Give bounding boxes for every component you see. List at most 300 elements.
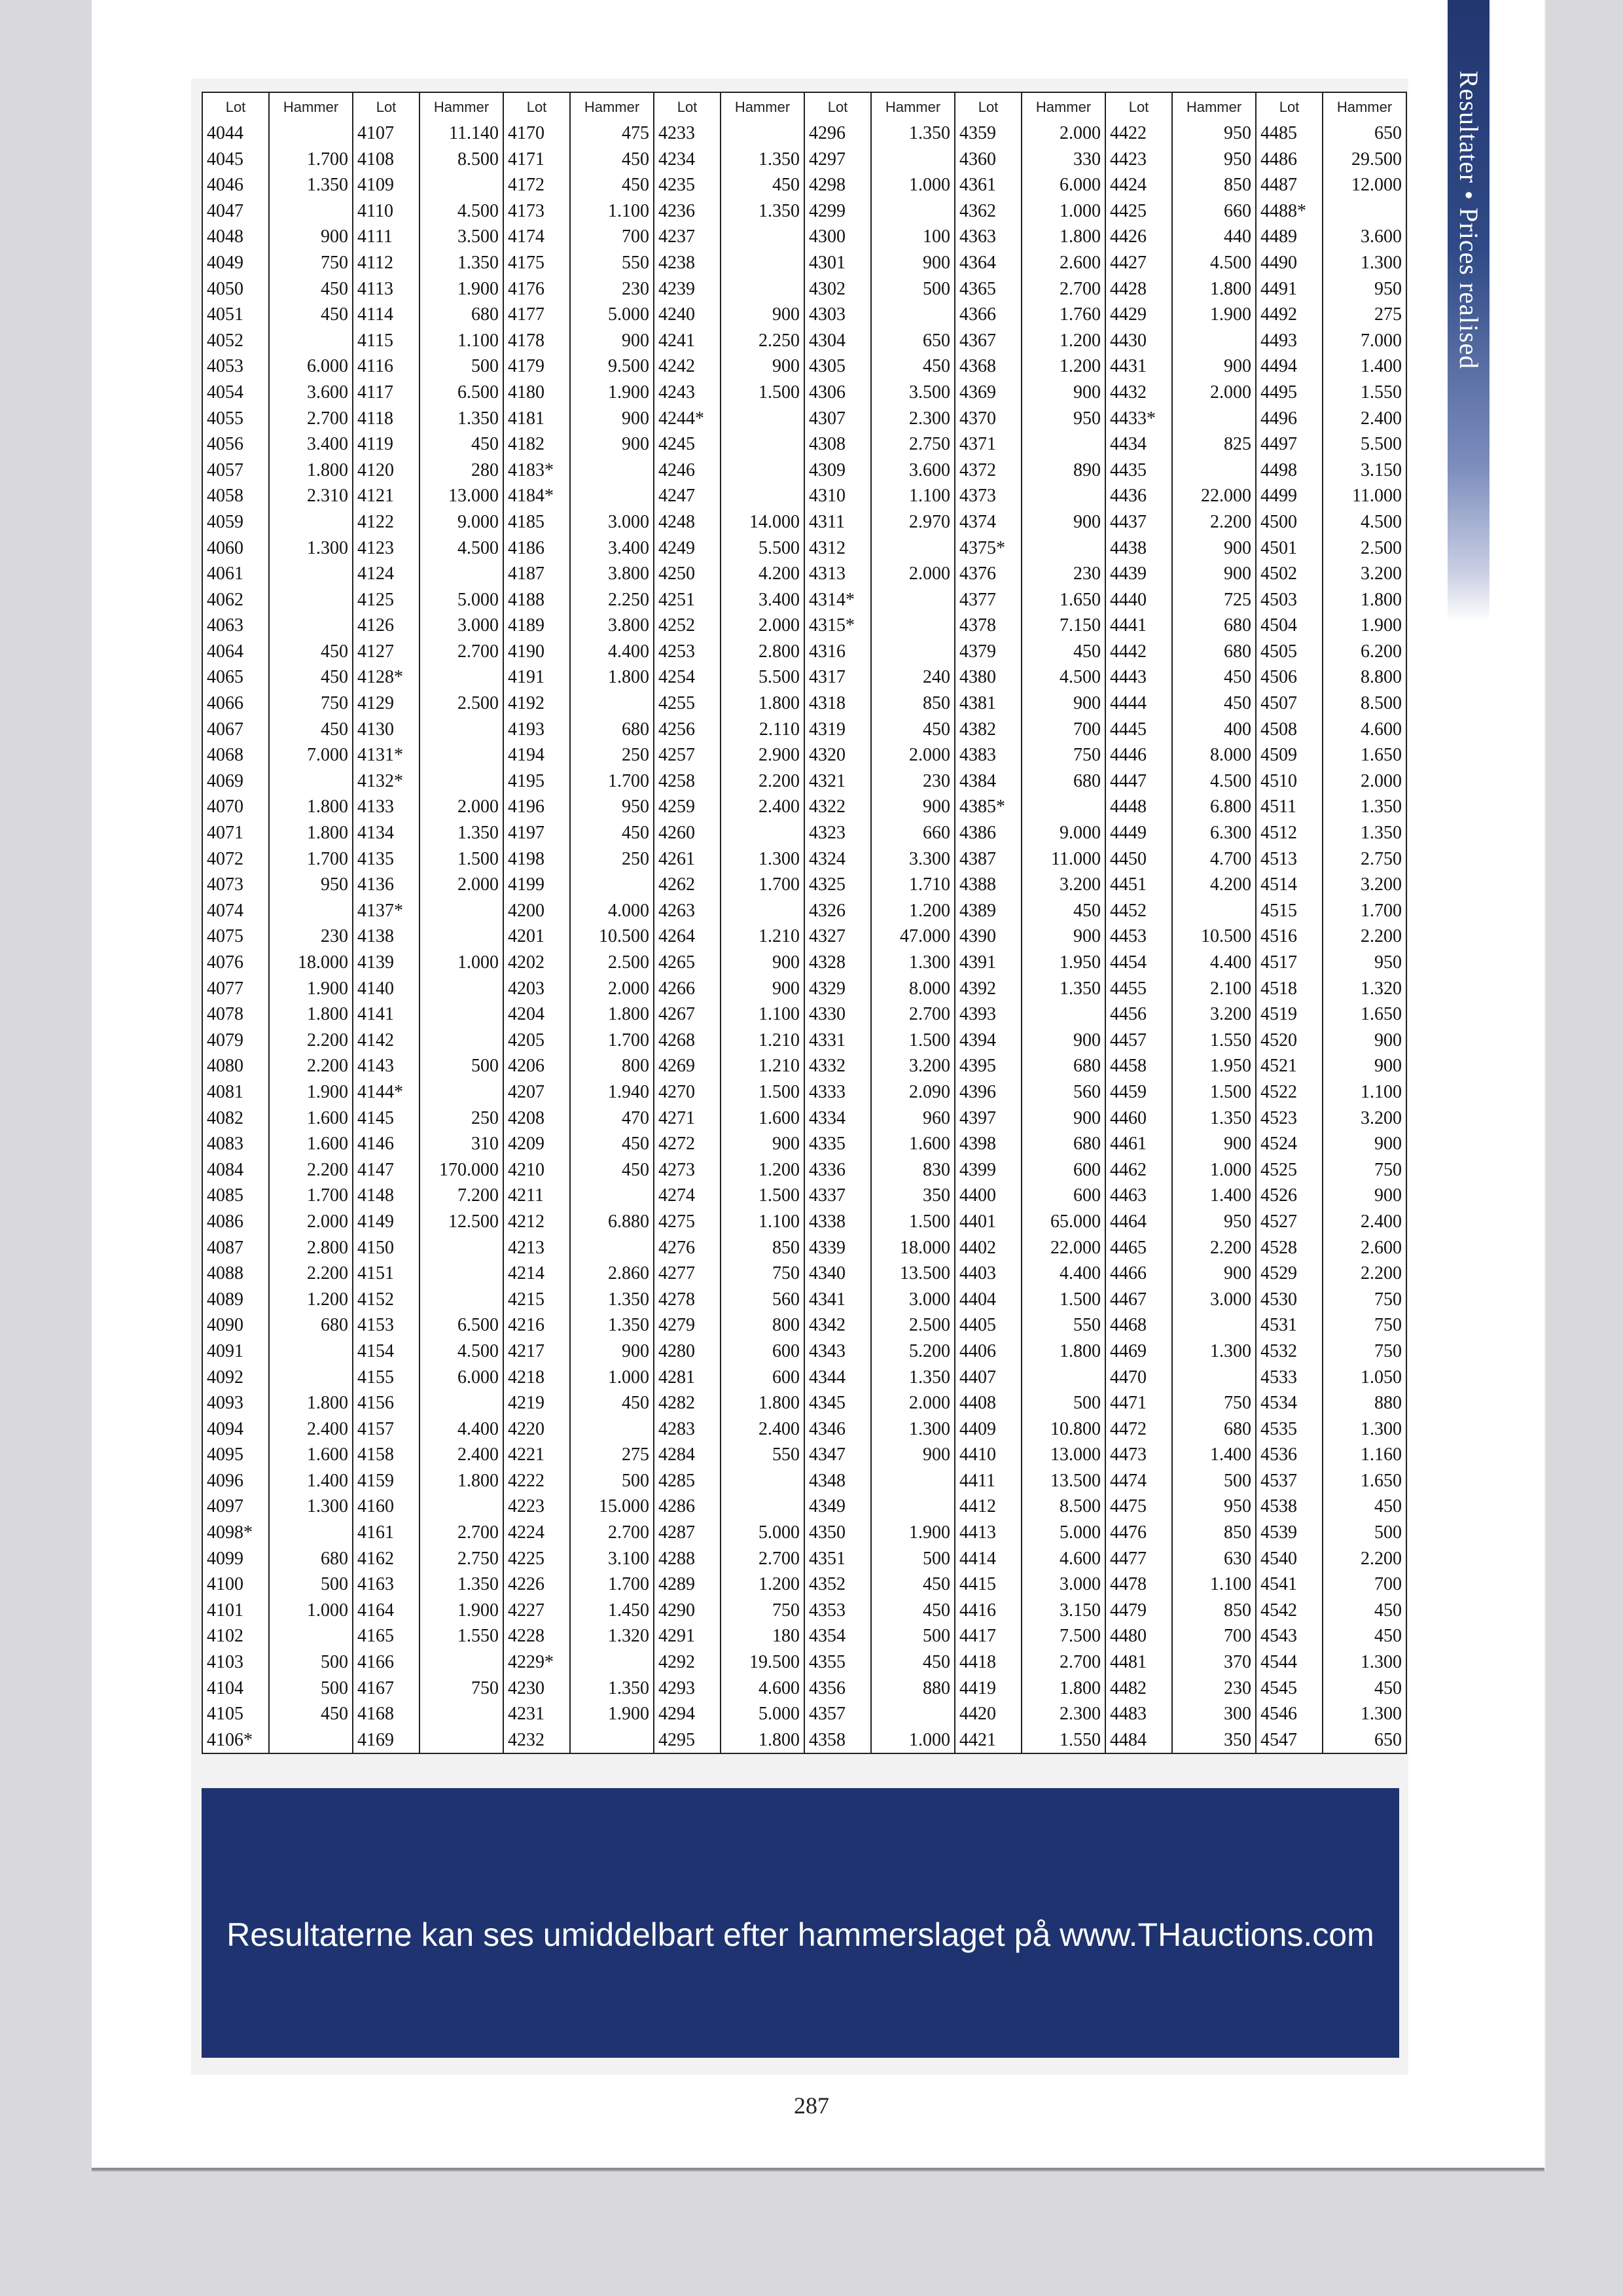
hammer-price: 450 (269, 639, 353, 665)
lot-number: 4059 (202, 509, 269, 535)
lot-number: 4453 (1105, 924, 1172, 950)
lot-number: 4064 (202, 639, 269, 665)
hammer-price: 440 (1172, 224, 1256, 250)
lot-number: 4346 (804, 1416, 871, 1443)
hammer-price (721, 406, 804, 432)
hammer-price: 2.000 (1022, 120, 1105, 147)
lot-number: 4477 (1105, 1546, 1172, 1572)
lot-number: 4506 (1256, 664, 1323, 691)
hammer-price: 13.500 (1022, 1468, 1105, 1494)
hammer-price: 5.500 (1323, 431, 1406, 457)
lot-number: 4365 (955, 276, 1022, 302)
lot-number: 4074 (202, 898, 269, 924)
hammer-price: 170.000 (419, 1157, 503, 1183)
lot-number: 4474 (1105, 1468, 1172, 1494)
hammer-price: 2.500 (1323, 535, 1406, 562)
lot-number: 4263 (654, 898, 721, 924)
hammer-price: 680 (269, 1312, 353, 1338)
hammer-price: 850 (1172, 1598, 1256, 1624)
lot-number: 4092 (202, 1365, 269, 1391)
lot-number: 4088 (202, 1261, 269, 1287)
hammer-price: 7.500 (1022, 1623, 1105, 1649)
lot-number: 4260 (654, 820, 721, 846)
lot-number: 4147 (353, 1157, 419, 1183)
hammer-price: 1.900 (269, 1079, 353, 1105)
hammer-price: 1.350 (871, 1365, 955, 1391)
hammer-price: 3.800 (570, 561, 654, 587)
header-lot: Lot (804, 92, 871, 120)
hammer-price: 1.350 (419, 1571, 503, 1598)
header-hammer: Hammer (1022, 92, 1105, 120)
hammer-price: 450 (871, 717, 955, 743)
hammer-price: 230 (1022, 561, 1105, 587)
table-row (202, 1079, 1406, 1105)
hammer-price: 475 (570, 120, 654, 147)
hammer-price: 11.140 (419, 120, 503, 147)
hammer-price: 2.000 (871, 1390, 955, 1416)
hammer-price: 680 (1172, 639, 1256, 665)
hammer-price: 1.300 (1323, 1416, 1406, 1443)
hammer-price: 2.200 (1323, 924, 1406, 950)
lot-number: 4490 (1256, 250, 1323, 276)
lot-number: 4216 (503, 1312, 570, 1338)
lot-number: 4537 (1256, 1468, 1323, 1494)
hammer-price: 8.500 (1022, 1494, 1105, 1520)
lot-number: 4294 (654, 1701, 721, 1727)
lot-number: 4079 (202, 1028, 269, 1054)
lot-number: 4494 (1256, 353, 1323, 380)
lot-number: 4063 (202, 613, 269, 639)
hammer-price: 370 (1172, 1649, 1256, 1676)
hammer-price: 13.500 (871, 1261, 955, 1287)
hammer-price: 450 (1022, 898, 1105, 924)
lot-number: 4094 (202, 1416, 269, 1443)
lot-number: 4142 (353, 1028, 419, 1054)
lot-number: 4244* (654, 406, 721, 432)
lot-number: 4131* (353, 742, 419, 768)
lot-number: 4432 (1105, 380, 1172, 406)
lot-number: 4062 (202, 587, 269, 613)
hammer-price (269, 561, 353, 587)
hammer-price (871, 198, 955, 224)
lot-number: 4127 (353, 639, 419, 665)
hammer-price: 3.200 (1022, 872, 1105, 898)
hammer-price (269, 1520, 353, 1546)
lot-number: 4492 (1256, 302, 1323, 328)
lot-number: 4376 (955, 561, 1022, 587)
lot-number: 4538 (1256, 1494, 1323, 1520)
hammer-price: 900 (269, 224, 353, 250)
hammer-price: 2.900 (721, 742, 804, 768)
lot-number: 4169 (353, 1727, 419, 1754)
hammer-price: 500 (269, 1649, 353, 1676)
lot-number: 4529 (1256, 1261, 1323, 1287)
hammer-price: 1.300 (871, 1416, 955, 1443)
hammer-price: 500 (419, 1053, 503, 1079)
lot-number: 4087 (202, 1235, 269, 1261)
lot-number: 4468 (1105, 1312, 1172, 1338)
results-table (202, 92, 1407, 1754)
table-row (202, 535, 1406, 562)
lot-number: 4308 (804, 431, 871, 457)
lot-number: 4428 (1105, 276, 1172, 302)
hammer-price: 5.200 (871, 1338, 955, 1365)
hammer-price: 450 (269, 302, 353, 328)
hammer-price: 22.000 (1022, 1235, 1105, 1261)
lot-number: 4476 (1105, 1520, 1172, 1546)
lot-number: 4239 (654, 276, 721, 302)
lot-number: 4202 (503, 950, 570, 976)
hammer-price: 2.200 (1323, 1546, 1406, 1572)
hammer-price (269, 1365, 353, 1391)
lot-number: 4201 (503, 924, 570, 950)
hammer-price: 750 (1323, 1157, 1406, 1183)
lot-number: 4385* (955, 794, 1022, 820)
lot-number: 4526 (1256, 1183, 1323, 1209)
hammer-price: 1.650 (1323, 742, 1406, 768)
lot-number: 4186 (503, 535, 570, 562)
table-row (202, 328, 1406, 354)
hammer-price: 5.000 (419, 587, 503, 613)
lot-number: 4508 (1256, 717, 1323, 743)
lot-number: 4386 (955, 820, 1022, 846)
hammer-price: 240 (871, 664, 955, 691)
lot-number: 4122 (353, 509, 419, 535)
lot-number: 4058 (202, 483, 269, 509)
lot-number: 4120 (353, 457, 419, 484)
header-lot: Lot (202, 92, 269, 120)
lot-number: 4073 (202, 872, 269, 898)
hammer-price: 2.200 (1172, 509, 1256, 535)
lot-number: 4199 (503, 872, 570, 898)
hammer-price: 1.500 (1172, 1079, 1256, 1105)
hammer-price (871, 1494, 955, 1520)
lot-number: 4225 (503, 1546, 570, 1572)
table-row (202, 976, 1406, 1002)
hammer-price: 1.700 (570, 1028, 654, 1054)
hammer-price: 900 (1022, 1105, 1105, 1132)
hammer-price (1022, 1365, 1105, 1391)
hammer-price: 1.050 (1323, 1365, 1406, 1391)
hammer-price: 630 (1172, 1546, 1256, 1572)
lot-number: 4170 (503, 120, 570, 147)
lot-number: 4517 (1256, 950, 1323, 976)
hammer-price: 4.400 (419, 1416, 503, 1443)
lot-number: 4524 (1256, 1131, 1323, 1157)
lot-number: 4114 (353, 302, 419, 328)
hammer-price: 4.500 (1323, 509, 1406, 535)
hammer-price: 950 (1323, 276, 1406, 302)
lot-number: 4412 (955, 1494, 1022, 1520)
hammer-price: 12.000 (1323, 172, 1406, 198)
hammer-price: 850 (1172, 1520, 1256, 1546)
hammer-price: 900 (570, 328, 654, 354)
lot-number: 4187 (503, 561, 570, 587)
lot-number: 4081 (202, 1079, 269, 1105)
lot-number: 4286 (654, 1494, 721, 1520)
lot-number: 4203 (503, 976, 570, 1002)
lot-number: 4154 (353, 1338, 419, 1365)
hammer-price: 9.500 (570, 353, 654, 380)
lot-number: 4230 (503, 1676, 570, 1702)
section-tab-label: Resultater • Prices realised (1454, 71, 1484, 370)
lot-number: 4348 (804, 1468, 871, 1494)
hammer-price: 1.800 (1022, 1676, 1105, 1702)
lot-number: 4405 (955, 1312, 1022, 1338)
lot-number: 4319 (804, 717, 871, 743)
hammer-price: 8.500 (419, 147, 503, 173)
hammer-price: 2.400 (1323, 1209, 1406, 1235)
lot-number: 4363 (955, 224, 1022, 250)
hammer-price: 750 (721, 1261, 804, 1287)
hammer-price: 2.700 (570, 1520, 654, 1546)
hammer-price: 1.550 (1022, 1727, 1105, 1754)
hammer-price: 2.000 (269, 1209, 353, 1235)
lot-number: 4222 (503, 1468, 570, 1494)
hammer-price: 100 (871, 224, 955, 250)
hammer-price: 3.200 (871, 1053, 955, 1079)
lot-number: 4304 (804, 328, 871, 354)
lot-number: 4176 (503, 276, 570, 302)
hammer-price: 3.200 (1323, 561, 1406, 587)
table-row (202, 1623, 1406, 1649)
hammer-price: 230 (570, 276, 654, 302)
hammer-price: 900 (570, 1338, 654, 1365)
lot-number: 4479 (1105, 1598, 1172, 1624)
hammer-price: 7.200 (419, 1183, 503, 1209)
lot-number: 4257 (654, 742, 721, 768)
lot-number: 4462 (1105, 1157, 1172, 1183)
lot-number: 4325 (804, 872, 871, 898)
lot-number: 4311 (804, 509, 871, 535)
lot-number: 4398 (955, 1131, 1022, 1157)
hammer-price: 1.350 (1172, 1105, 1256, 1132)
lot-number: 4540 (1256, 1546, 1323, 1572)
lot-number: 4194 (503, 742, 570, 768)
hammer-price (419, 1727, 503, 1754)
lot-number: 4277 (654, 1261, 721, 1287)
hammer-price: 3.100 (570, 1546, 654, 1572)
hammer-price (1172, 898, 1256, 924)
lot-number: 4397 (955, 1105, 1022, 1132)
hammer-price: 750 (419, 1676, 503, 1702)
lot-number: 4179 (503, 353, 570, 380)
lot-number: 4107 (353, 120, 419, 147)
lot-number: 4148 (353, 1183, 419, 1209)
lot-number: 4360 (955, 147, 1022, 173)
lot-number: 4069 (202, 768, 269, 795)
lot-number: 4132* (353, 768, 419, 795)
hammer-price: 9.000 (419, 509, 503, 535)
hammer-price: 2.700 (1022, 276, 1105, 302)
hammer-price: 2.310 (269, 483, 353, 509)
hammer-price: 2.000 (419, 794, 503, 820)
hammer-price: 550 (570, 250, 654, 276)
hammer-price (419, 717, 503, 743)
lot-number: 4300 (804, 224, 871, 250)
lot-number: 4389 (955, 898, 1022, 924)
hammer-price: 750 (1172, 1390, 1256, 1416)
hammer-price: 1.500 (871, 1209, 955, 1235)
hammer-price: 1.500 (721, 1079, 804, 1105)
hammer-price: 950 (269, 872, 353, 898)
lot-number: 4261 (654, 846, 721, 872)
hammer-price: 4.500 (1172, 768, 1256, 795)
lot-number: 4396 (955, 1079, 1022, 1105)
lot-number: 4243 (654, 380, 721, 406)
lot-number: 4246 (654, 457, 721, 484)
lot-number: 4189 (503, 613, 570, 639)
lot-number: 4408 (955, 1390, 1022, 1416)
lot-number: 4307 (804, 406, 871, 432)
hammer-price: 1.000 (1172, 1157, 1256, 1183)
lot-number: 4149 (353, 1209, 419, 1235)
lot-number: 4146 (353, 1131, 419, 1157)
lot-number: 4141 (353, 1001, 419, 1028)
hammer-price: 500 (1172, 1468, 1256, 1494)
table-row (202, 457, 1406, 484)
lot-number: 4047 (202, 198, 269, 224)
lot-number: 4281 (654, 1365, 721, 1391)
lot-number: 4345 (804, 1390, 871, 1416)
lot-number: 4400 (955, 1183, 1022, 1209)
lot-number: 4525 (1256, 1157, 1323, 1183)
hammer-price (721, 431, 804, 457)
lot-number: 4174 (503, 224, 570, 250)
lot-number: 4523 (1256, 1105, 1323, 1132)
hammer-price: 450 (269, 1701, 353, 1727)
lot-number: 4451 (1105, 872, 1172, 898)
hammer-price: 750 (1323, 1338, 1406, 1365)
lot-number: 4328 (804, 950, 871, 976)
lot-number: 4156 (353, 1390, 419, 1416)
hammer-price: 3.200 (1323, 1105, 1406, 1132)
hammer-price: 900 (1022, 1028, 1105, 1054)
hammer-price (570, 1649, 654, 1676)
lot-number: 4457 (1105, 1028, 1172, 1054)
table-row (202, 1001, 1406, 1028)
lot-number: 4226 (503, 1571, 570, 1598)
lot-number: 4384 (955, 768, 1022, 795)
lot-number: 4377 (955, 587, 1022, 613)
hammer-price (1172, 406, 1256, 432)
hammer-price: 8.500 (1323, 691, 1406, 717)
lot-number: 4505 (1256, 639, 1323, 665)
hammer-price: 2.100 (1172, 976, 1256, 1002)
lot-number: 4065 (202, 664, 269, 691)
hammer-price: 1.900 (419, 276, 503, 302)
hammer-price: 2.400 (269, 1416, 353, 1443)
hammer-price: 450 (570, 820, 654, 846)
hammer-price: 3.800 (570, 613, 654, 639)
hammer-price: 4.200 (1172, 872, 1256, 898)
table-row (202, 224, 1406, 250)
lot-number: 4067 (202, 717, 269, 743)
hammer-price: 2.750 (871, 431, 955, 457)
hammer-price: 680 (269, 1546, 353, 1572)
hammer-price: 450 (871, 1649, 955, 1676)
lot-number: 4323 (804, 820, 871, 846)
hammer-price (419, 664, 503, 691)
lot-number: 4049 (202, 250, 269, 276)
lot-number: 4077 (202, 976, 269, 1002)
lot-number: 4406 (955, 1338, 1022, 1365)
hammer-price: 1.350 (721, 198, 804, 224)
hammer-price: 1.500 (721, 1183, 804, 1209)
hammer-price: 2.500 (570, 950, 654, 976)
hammer-price (1022, 535, 1105, 562)
lot-number: 4445 (1105, 717, 1172, 743)
hammer-price: 2.500 (871, 1312, 955, 1338)
hammer-price (721, 898, 804, 924)
hammer-price: 550 (1022, 1312, 1105, 1338)
lot-number: 4547 (1256, 1727, 1323, 1754)
hammer-price: 450 (1323, 1623, 1406, 1649)
lot-number: 4093 (202, 1390, 269, 1416)
lot-number: 4495 (1256, 380, 1323, 406)
hammer-price: 6.000 (269, 353, 353, 380)
hammer-price: 700 (570, 224, 654, 250)
lot-number: 4175 (503, 250, 570, 276)
hammer-price: 11.000 (1323, 483, 1406, 509)
hammer-price: 850 (1172, 172, 1256, 198)
hammer-price: 65.000 (1022, 1209, 1105, 1235)
lot-number: 4167 (353, 1676, 419, 1702)
hammer-price: 2.000 (419, 872, 503, 898)
hammer-price: 500 (871, 1623, 955, 1649)
lot-number: 4460 (1105, 1105, 1172, 1132)
hammer-price: 1.700 (269, 1183, 353, 1209)
hammer-price: 300 (1172, 1701, 1256, 1727)
lot-number: 4245 (654, 431, 721, 457)
lot-number: 4129 (353, 691, 419, 717)
hammer-price (1172, 1365, 1256, 1391)
hammer-price (721, 1494, 804, 1520)
lot-number: 4322 (804, 794, 871, 820)
hammer-price (721, 250, 804, 276)
hammer-price: 2.800 (269, 1235, 353, 1261)
lot-number: 4414 (955, 1546, 1022, 1572)
lot-number: 4168 (353, 1701, 419, 1727)
table-row (202, 1131, 1406, 1157)
hammer-price (269, 509, 353, 535)
hammer-price: 1.600 (269, 1442, 353, 1468)
lot-number: 4416 (955, 1598, 1022, 1624)
lot-number: 4368 (955, 353, 1022, 380)
lot-number: 4278 (654, 1287, 721, 1313)
hammer-price: 950 (570, 794, 654, 820)
hammer-price: 900 (1323, 1131, 1406, 1157)
lot-number: 4293 (654, 1676, 721, 1702)
table-row (202, 872, 1406, 898)
table-row (202, 1365, 1406, 1391)
hammer-price: 1.500 (871, 1028, 955, 1054)
hammer-price: 1.100 (1323, 1079, 1406, 1105)
hammer-price: 1.300 (1323, 1649, 1406, 1676)
lot-number: 4499 (1256, 483, 1323, 509)
lot-number: 4539 (1256, 1520, 1323, 1546)
lot-number: 4310 (804, 483, 871, 509)
hammer-price: 2.800 (721, 639, 804, 665)
lot-number: 4516 (1256, 924, 1323, 950)
hammer-price: 12.500 (419, 1209, 503, 1235)
lot-number: 4312 (804, 535, 871, 562)
lot-number: 4504 (1256, 613, 1323, 639)
lot-number: 4113 (353, 276, 419, 302)
lot-number: 4484 (1105, 1727, 1172, 1754)
lot-number: 4099 (202, 1546, 269, 1572)
hammer-price: 1.600 (721, 1105, 804, 1132)
